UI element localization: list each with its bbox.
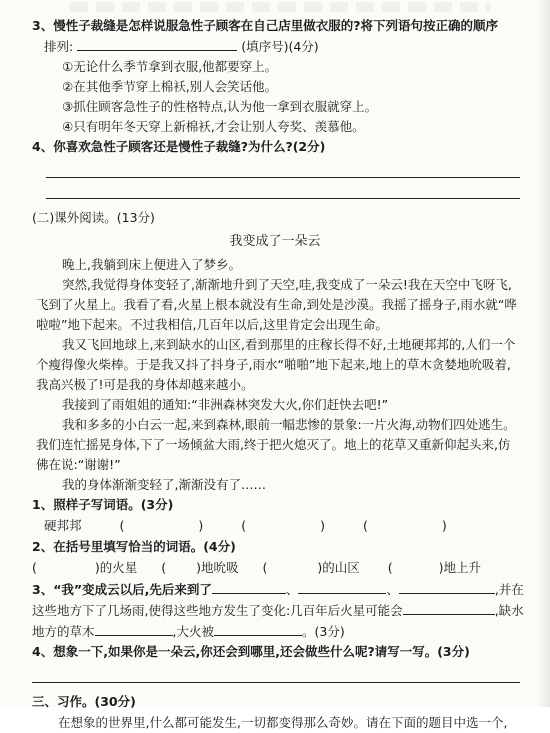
sq1-question: 1、照样子写词语。(3分) bbox=[32, 497, 174, 512]
passage-paragraph-5: 我和多多的小白云一起,来到森林,眼前一幅悲惨的景象:一片火海,动物们四处逃生。我们连忙摇晃身体,下了一场倾盆大雨,终于把火熄灭了。地上的花草又重新仰起头来,仿佛在说:“谢谢!” bbox=[36, 417, 516, 472]
sq2-paren-open-2: ( bbox=[161, 560, 167, 575]
sq3-line-3 bbox=[22, 621, 528, 642]
part3-prompt: 在想象的世界里,什么都可能发生,一切都变得那么奇妙。请在下面的题目中选一个, bbox=[58, 715, 508, 730]
sq3-text-1: 3、“我”变成云以后,先后来到了 bbox=[32, 582, 212, 597]
page-edge-shadow bbox=[538, 0, 550, 707]
sq3-line-2 bbox=[22, 600, 528, 621]
sq2-item-4: )地上升 bbox=[438, 560, 482, 575]
q3-answer-row bbox=[22, 36, 528, 57]
q3-order-blank[interactable] bbox=[77, 36, 237, 51]
passage-paragraph-4: 我接到了雨姐姐的通知:“非洲森林突发大火,你们赶快去吧!” bbox=[62, 397, 389, 412]
sq3-sep-2: 、 bbox=[386, 582, 399, 597]
sq1-paren-close-3: ) bbox=[441, 518, 447, 533]
sq3-blank-1[interactable] bbox=[212, 579, 286, 594]
part2-heading: (二)课外阅读。(13分) bbox=[32, 210, 155, 225]
q3-label: 排列: bbox=[44, 39, 74, 54]
passage-paragraph-6: 我的身体渐渐变轻了,渐渐没有了…… bbox=[62, 477, 266, 492]
q3-option-2: ②在其他季节穿上棉袄,别人会笑话他。 bbox=[62, 79, 278, 94]
sq3-text-2: ,并在 bbox=[494, 582, 524, 597]
sq3-blank-6[interactable] bbox=[214, 621, 302, 636]
sq3-sep-1: 、 bbox=[285, 582, 299, 597]
passage-title: 我变成了一朵云 bbox=[229, 234, 321, 249]
sq1-example: 硬邦邦 bbox=[44, 518, 82, 533]
sq1-paren-open-2: ( bbox=[241, 518, 247, 533]
sq2-paren-open-4: ( bbox=[387, 560, 393, 575]
passage-paragraph-1: 晚上,我躺到床上便进入了梦乡。 bbox=[62, 257, 241, 272]
sq4-answer-line[interactable] bbox=[32, 662, 520, 683]
sq2-item-3: )的山区 bbox=[317, 560, 360, 575]
sq3-text-3: 这些地方下了几场雨,使得这些地方发生了变化:几百年后火星可能会 bbox=[32, 603, 403, 618]
sq2-item-1: )的火星 bbox=[94, 560, 138, 575]
sq1-paren-close-1: ) bbox=[198, 518, 204, 533]
sq3-blank-4[interactable] bbox=[403, 600, 495, 615]
passage bbox=[22, 255, 528, 495]
sq3-text-5: 地方的草木 bbox=[32, 624, 95, 639]
sq3-blank-3[interactable] bbox=[399, 579, 495, 594]
passage-paragraph-2: 突然,我觉得身体变轻了,渐渐地升到了天空,哇,我变成了一朵云!我在天空中飞呀飞,飞到了火星上。我看了看,火星上根本就没有生命,到处是沙漠。我摇了摇身子,雨水就“哗啦啦”地下起来。不过我相信,几百年以后,这里肯定会出现生命。 bbox=[36, 277, 517, 332]
sq3-blank-2[interactable] bbox=[298, 579, 386, 594]
sq1-paren-open-1: ( bbox=[119, 518, 125, 533]
sq3-line-1 bbox=[22, 579, 528, 600]
q4-question: 4、你喜欢急性子顾客还是慢性子裁缝?为什么?(2分) bbox=[32, 139, 326, 154]
sq3-blank-5[interactable] bbox=[95, 621, 173, 636]
sq1-paren-open-3: ( bbox=[362, 518, 368, 533]
bleed-through-text bbox=[70, 2, 490, 12]
sq2-row bbox=[22, 557, 528, 579]
q3-option-1: ①无论什么季节拿到衣服,他都要穿上。 bbox=[62, 59, 278, 74]
sq2-paren-open-3: ( bbox=[262, 560, 268, 575]
q3-option-4: ④只有明年冬天穿上新棉袄,才会让别人夸奖、羡慕他。 bbox=[62, 119, 365, 134]
sq2-paren-open-1: ( bbox=[32, 560, 37, 575]
part3-heading: 三、习作。(30分) bbox=[32, 694, 136, 709]
sq3-text-6: ,大火被 bbox=[172, 624, 214, 639]
sq3-text-4: ,缺水 bbox=[494, 603, 524, 618]
q3-option-3: ③抓住顾客急性子的性格特点,认为他一拿到衣服就穿上。 bbox=[62, 99, 378, 114]
sq4-question: 4、想象一下,如果你是一朵云,你还会到哪里,还会做些什么呢?请写一写。(3分) bbox=[32, 644, 470, 659]
q4-answer-line-1[interactable] bbox=[46, 157, 520, 178]
q3-question: 3、慢性子裁缝是怎样说服急性子顾客在自己店里做衣服的?将下列语句按正确的顺序 bbox=[32, 18, 498, 33]
q3-suffix: (填序号)(4分) bbox=[241, 39, 319, 54]
q4-answer-line-2[interactable] bbox=[46, 178, 520, 199]
sq1-row bbox=[22, 515, 528, 537]
sq3-text-7: 。(3分) bbox=[302, 624, 345, 639]
sq2-item-2: )地吮吸 bbox=[196, 560, 239, 575]
sq2-question: 2、在括号里填写恰当的词语。(4分) bbox=[32, 539, 236, 554]
passage-paragraph-3: 我又飞回地球上,来到缺水的山区,看到那里的庄稼长得不好,土地硬邦邦的,人们一个个瘦得像火柴棒。于是我又抖了抖身子,雨水“啪啪”地下起来,地上的草木贪婪地吮吸着,我高兴极了!可是我的身体却越来越小。 bbox=[36, 337, 516, 392]
sq1-paren-close-2: ) bbox=[320, 518, 326, 533]
